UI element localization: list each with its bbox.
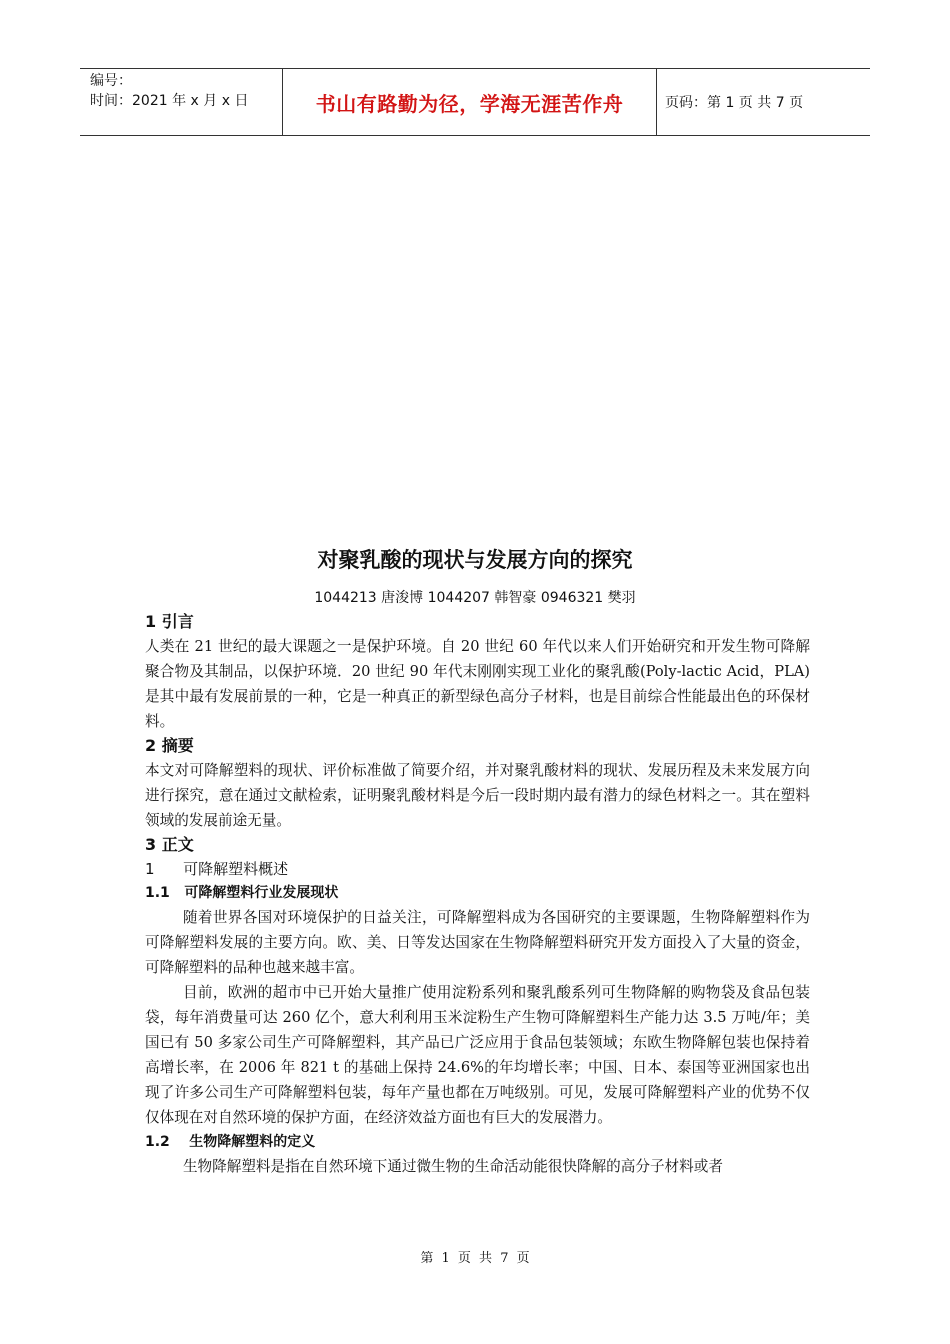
header-page-info: 页码：第 1 页 共 7 页 bbox=[665, 95, 804, 111]
subsection-heading-1-1: 1.1 可降解塑料行业发展现状 bbox=[145, 885, 339, 901]
serial-number-label: 编号： bbox=[90, 73, 132, 89]
abstract-paragraph: 本文对可降解塑料的现状、评价标准做了简要介绍，并对聚乳酸材料的现状、发展历程及未来发展方向进行探究，意在通过文献检索，证明聚乳酸材料是今后一段时期内最有潜力的绿色材料之一。其在塑料领域的发展前途无量。 bbox=[145, 762, 810, 829]
header-table bbox=[80, 68, 870, 136]
body-paragraph-1: 随着世界各国对环境保护的日益关注，可降解塑料成为各国研究的主要课题，生物降解塑料作为可降解塑料发展的主要方向。欧、美、日等发达国家在生物降解塑料研究开发方面投入了大量的资金，可降解塑料的品种也越来越丰富。 bbox=[145, 909, 810, 976]
section-heading-abstract: 2 摘要 bbox=[145, 736, 194, 755]
subsection-heading-1-2: 1.2 生物降解塑料的定义 bbox=[145, 1134, 316, 1150]
date-label: 时间：2021 年 x 月 x 日 bbox=[90, 93, 249, 109]
header-motto: 书山有路勤为径，学海无涯苦作舟 bbox=[282, 69, 657, 135]
subsection-heading-1: 1 可降解塑料概述 bbox=[145, 860, 289, 878]
intro-paragraph: 人类在 21 世纪的最大课题之一是保护环境。自 20 世纪 60 年代以来人们开始研究和开发生物可降解聚合物及其制品，以保护环境．20 世纪 90 年代末刚刚实现工业化的聚乳酸(Poly-lactic Acid，PLA)是其中最有发展前景的一种，它是一种真正的新型绿色高分子材料，也是目前综合性能最出色的环保材料。 bbox=[145, 638, 810, 730]
page-footer: 第 1 页 共 7 页 bbox=[420, 1251, 530, 1266]
document-title: 对聚乳酸的现状与发展方向的探究 bbox=[317, 548, 633, 572]
section-heading-body: 3 正文 bbox=[145, 835, 194, 854]
document-body bbox=[145, 610, 810, 1179]
body-paragraph-2: 目前，欧洲的超市中已开始大量推广使用淀粉系列和聚乳酸系列可生物降解的购物袋及食品包装袋，每年消费量可达 260 亿个，意大利利用玉米淀粉生产生物可降解塑料生产能力达 3.5 万吨/年；美国已有 50 多家公司生产可降解塑料，其产品已广泛应用于食品包装领域；东欧生物降解包装也保持着高增长率，在 2006 年 821 t 的基础上保持 24.6%的年均增长率；中国、日本、泰国等亚洲国家也出现了许多公司生产可降解塑料包装，每年产量也都在万吨级别。可见，发展可降解塑料产业的优势不仅仅体现在对自然环境的保护方面，在经济效益方面也有巨大的发展潜力。 bbox=[145, 984, 810, 1126]
body-paragraph-3: 生物降解塑料是指在自然环境下通过微生物的生命活动能很快降解的高分子材料或者 bbox=[182, 1158, 723, 1175]
section-heading-intro: 1 引言 bbox=[145, 612, 194, 631]
document-authors: 1044213 唐浚博 1044207 韩智豪 0946321 樊羽 bbox=[314, 590, 636, 606]
header-left-cell bbox=[80, 69, 282, 135]
